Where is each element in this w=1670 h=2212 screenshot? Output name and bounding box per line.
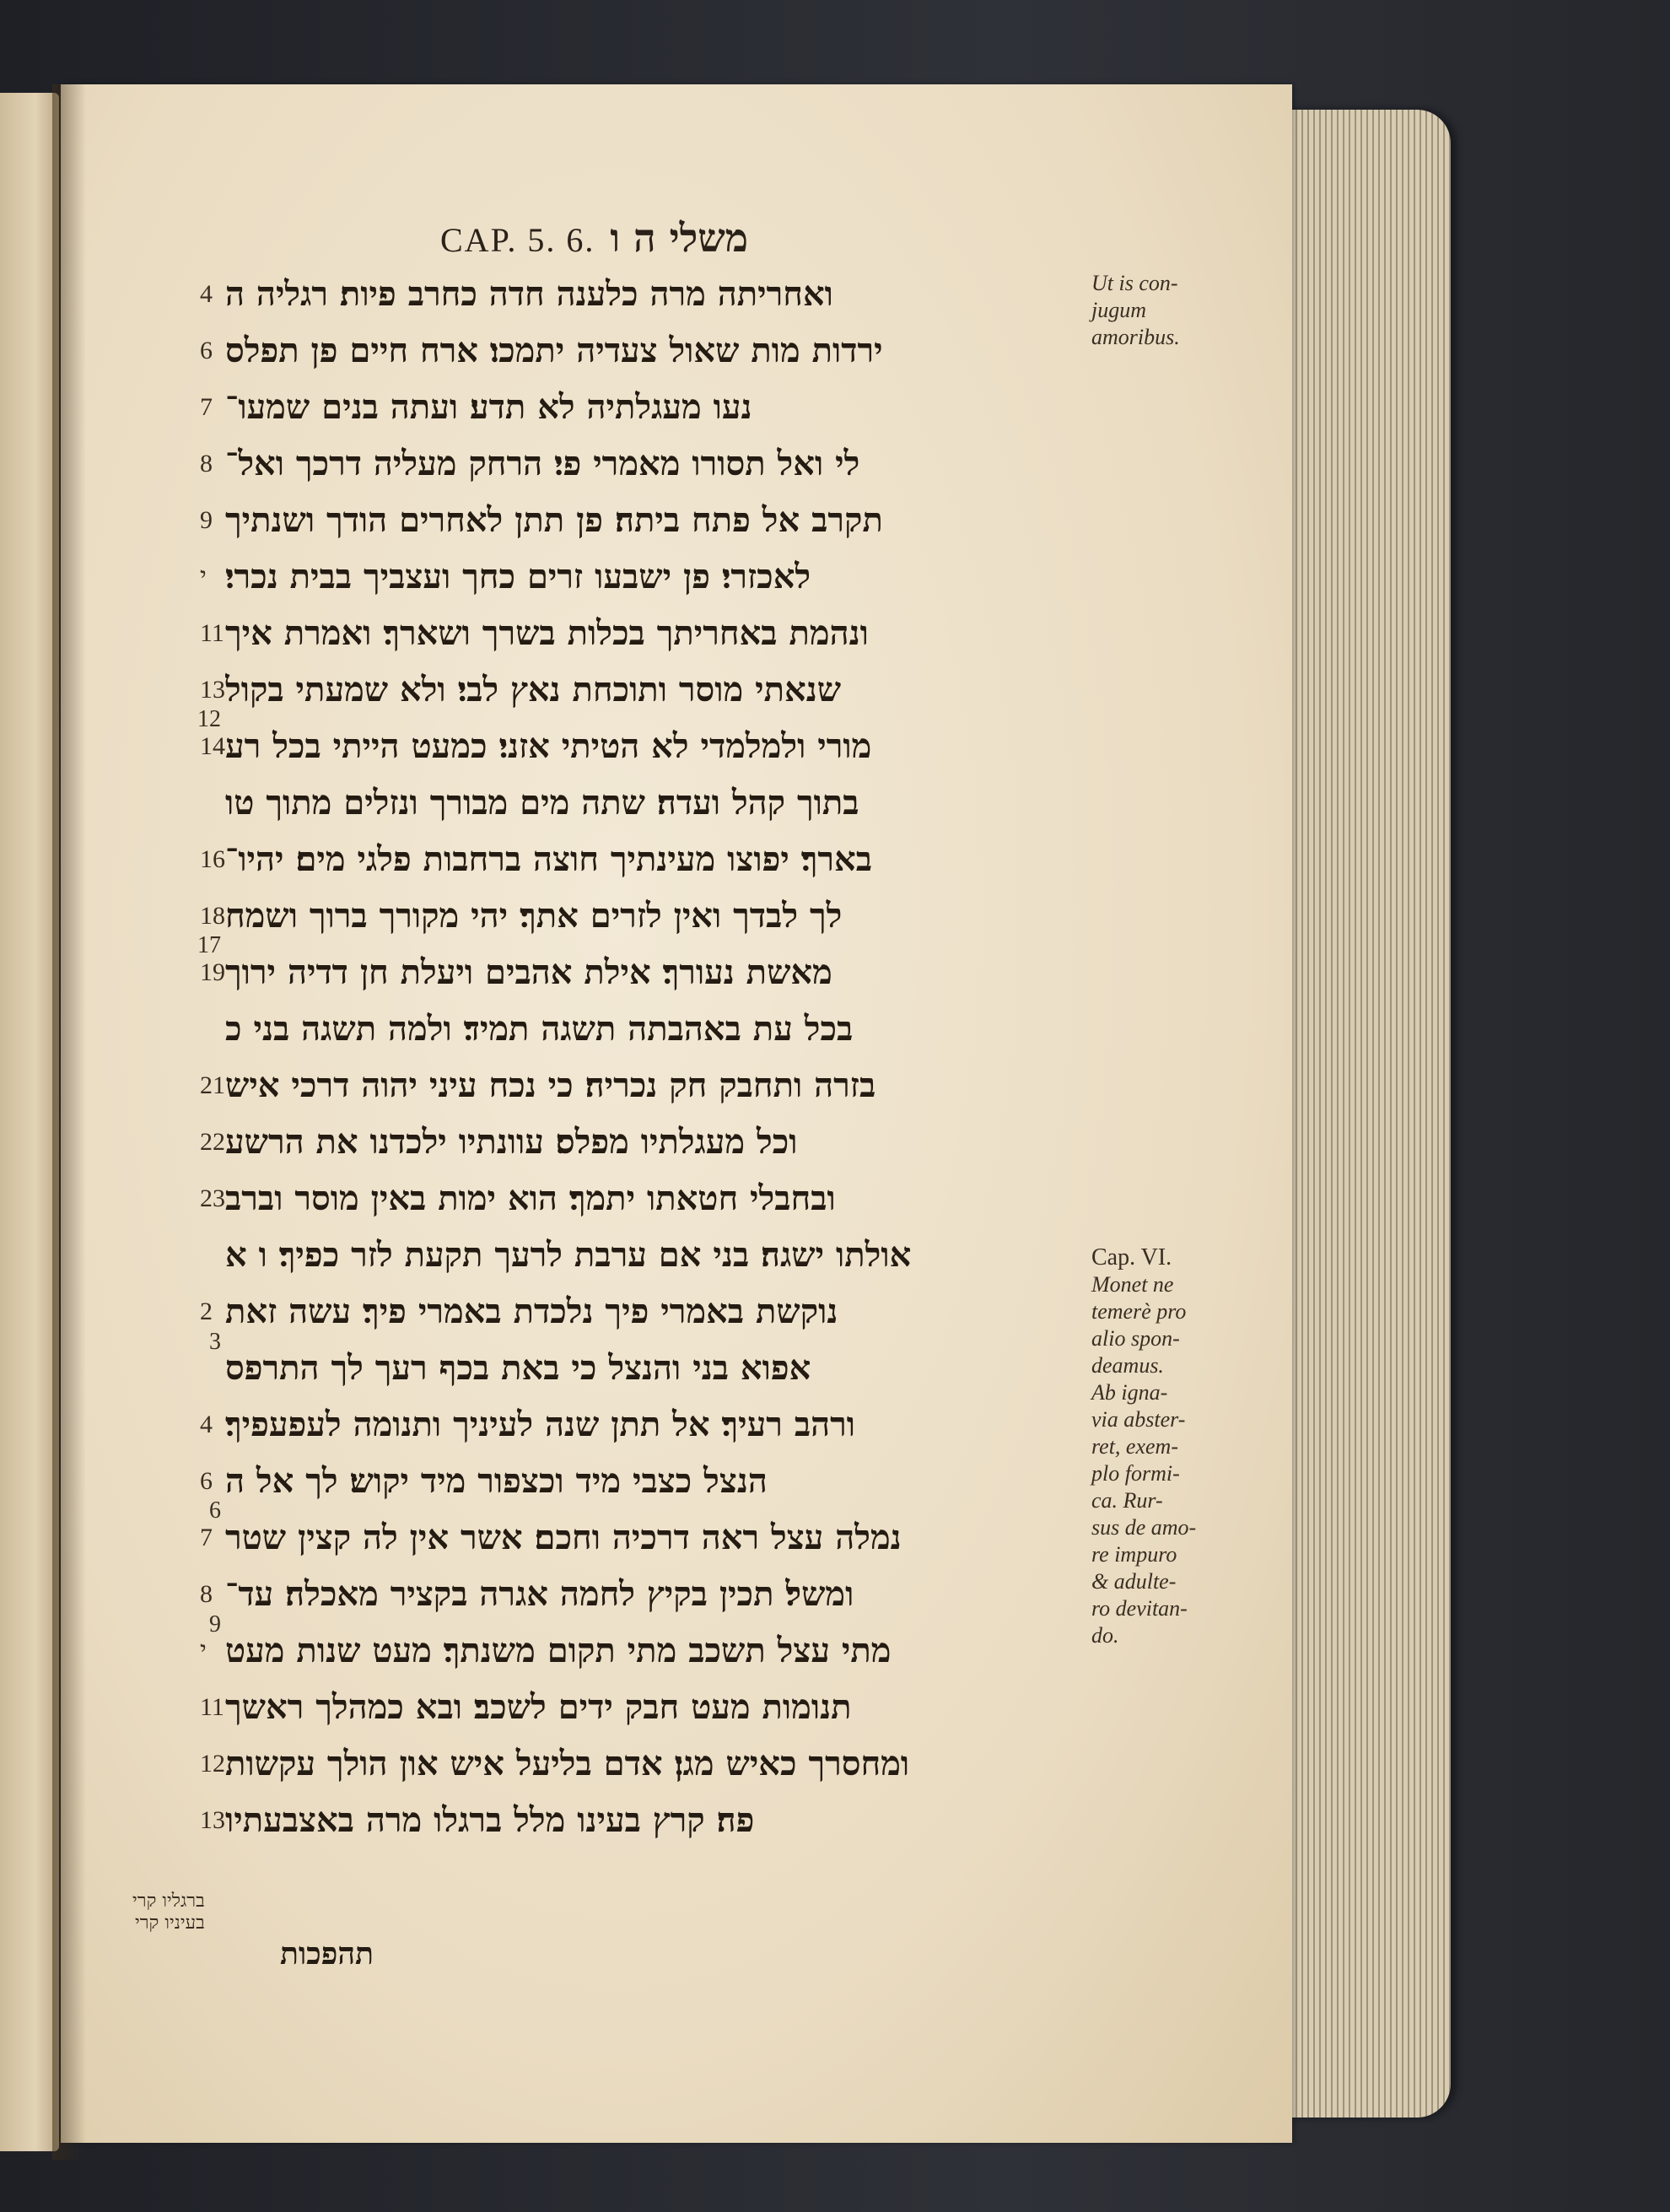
text-line: ואחריתה מרה כלענה חדה כחרב פיות׃ רגליה ה 4 [200,274,833,314]
text-line: תקרב אל פתח ביתה׃ פן תתן לאחרים הודך ושנתיך 9 [200,500,883,540]
previous-page-edge [0,93,59,2151]
text-line: לאכזרי׃ פן ישבעו זרים כחך ועצביך בבית נכרי׃ י [200,557,811,596]
marginal-note-1: Ut is con- jugum amoribus. [1091,271,1180,349]
text-line: ירדות מות שאול צעדיה יתמכו׃ ארח חיים פן תפלס 6 [200,331,883,370]
text-line: ונהמת באחריתך בכלות בשרך ושארך׃ ואמרת איך 11 [200,613,869,653]
text-line: מתי עצל תשכב מתי תקום משנתך׃ מעט שנות מעט י [200,1631,892,1670]
text-line: נוקשת באמרי פיך נלכדת באמרי פיך׃ עשה זאת 2 [200,1292,838,1331]
page-block-edges [1274,110,1451,2118]
text-line: בארך׃ יפוצו מעינתיך חוצה ברחבות פלגי מים׃ יהיו־ 16 [200,839,873,879]
text-line: לך לבדך ואין לזרים אתך׃ יהי מקורך ברוך ושמח 18 [200,896,843,936]
text-line: ומשל׃ תכין בקיץ לחמה אגרה בקציר מאכלה׃ עד־ 8 [200,1574,854,1614]
outer-verse-number: 17 [197,932,221,958]
outer-verse-number: 9 [209,1611,221,1637]
text-line: לי ואל תסורו מאמרי פי׃ הרחק מעליה דרכך ואל־ 8 [200,444,860,483]
outer-verse-number: 12 [197,706,221,732]
marginal-note-2: Cap. VI. Monet ne temerè pro alio spon- deamus. Ab igna- via abster- ret, exem- plo formi- ca. Rur- sus de amo- re impuro & adulte- ro devitan- do. [1091,1244,1197,1648]
text-line: נעו מעגלתיה לא תדע׃ ועתה בנים שמעו־ 7 [200,387,752,427]
text-line: שנאתי מוסר ותוכחת נאץ לבי׃ ולא שמעתי בקול 13 [200,670,842,709]
text-line: אולתו ישגה׃ בני אם ערבת לרעך תקעת לזר כפיך׃ ו א [225,1235,912,1275]
text-line: בתוך קהל ועדה׃ שתה מים מבורך ונזלים מתוך טו [225,783,859,823]
chapter-reference: CAP. 5. 6. [440,221,595,259]
book-title-hebrew: משלי ה ו [610,215,749,261]
text-line: ורהב רעיך׃ אל תתן שנה לעיניך ותנומה לעפעפיך׃ 4 [200,1405,855,1444]
outer-verse-number: 6 [209,1497,221,1524]
running-header [440,215,879,266]
text-line: אפוא בני והנצל כי באת בכף רעך לך התרפס [225,1348,811,1388]
text-line: פה׃ קרץ בעינו מלל ברגלו מרה באצבעתיו 13 [200,1800,755,1840]
text-line: וכל מעגלתיו מפלס׃ עוונתיו ילכדנו את הרשע 22 [200,1122,798,1162]
text-line: מורי ולמלמדי לא הטיתי אזני׃ כמעט הייתי בכל רע 14 [200,726,872,766]
text-line: נמלה עצל ראה דרכיה וחכם׃ אשר אין לה קצין שטר 7 [200,1518,902,1557]
outer-verse-number: 3 [209,1329,221,1355]
text-line: מאשת נעורך׃ אילת אהבים ויעלת חן דדיה ירוך 19 [200,952,832,992]
text-line: תנומות מעט חבק ידים לשכב׃ ובא כמהלך ראשך 11 [200,1687,852,1727]
text-line: בזרה ותחבק חק נכריה׃ כי נכח עיני יהוה דרכי איש 21 [200,1066,876,1105]
gutter-shadow [52,84,86,2160]
text-line: ומחסרך כאיש מגן׃ אדם בליעל איש און הולך עקשות 12 [200,1744,910,1783]
qere-footnote: ברגליו קרי בעיניו קרי [132,1891,205,1934]
text-line: הנצל כצבי מיד וכצפור מיד יקוש׃ לך אל ה 6 [200,1461,768,1501]
catchword: תהפכות [280,1936,374,1972]
text-line: ובחבלי חטאתו יתמך׃ הוא ימות באין מוסר וברב 23 [200,1179,836,1218]
book-page [61,84,1292,2143]
text-line: בכל עת באהבתה תשגה תמיד׃ ולמה תשגה בני כ [225,1009,854,1049]
